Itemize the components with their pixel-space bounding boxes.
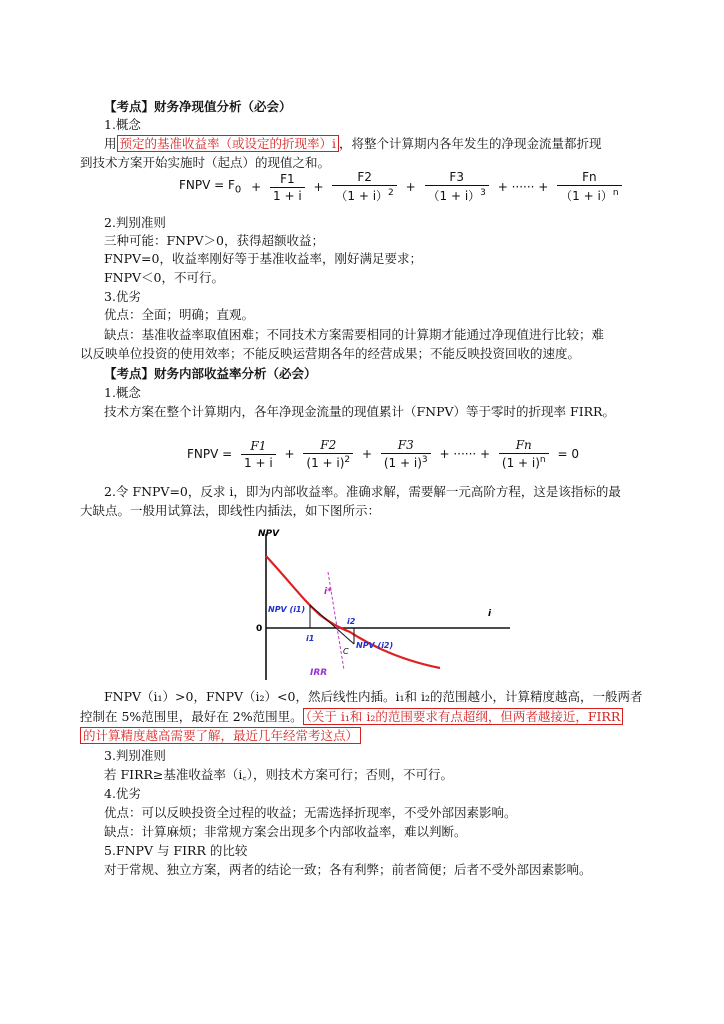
x-axis-label: i [488, 609, 492, 619]
section1-criteria-3: FNPV＜0，不可行。 [104, 270, 225, 285]
formula2-rhs: = 0 [557, 447, 579, 461]
formula2-term-n: $\frac{Fn}{(1 + i)^n}$ [499, 438, 549, 470]
section2-compare: 对于常规、独立方案，两者的结论一致；各有利弊；前者简便；后者不受外部因素影响。 [104, 862, 592, 877]
interp-3-highlight-box: 的计算精度越高需要了解，最近几年经常考这点） [80, 727, 361, 744]
section1-pros-title: 3.优劣 [104, 289, 141, 304]
formula1-term-2: $\frac{F2}{(1 + i)^2}$ [332, 170, 396, 204]
npv-i2-label: NPV (i2) [356, 641, 394, 650]
section2-interp-3 [80, 728, 361, 744]
section2-cons: 缺点：计算麻烦；非常规方案会出现多个内部收益率，难以判断。 [104, 824, 467, 839]
formula1-term-n: $\frac{Fn}{(1 + i)^n}$ [557, 170, 621, 204]
formula2-term-2: $\frac{F2}{(1 + i)^2}$ [303, 438, 353, 470]
section2-criteria: 若 FIRR≥基准收益率（i꜀），则技术方案可行；否则，不可行。 [104, 767, 453, 782]
irr-interpolation-chart [240, 520, 520, 685]
y-axis-label: NPV [258, 529, 280, 539]
section2-concept: 技术方案在整个计算期内，各年净现金流量的现值累计（FNPV）等于零时的折现率 FIRR。 [104, 404, 615, 419]
section2-pros-title: 4.优劣 [104, 786, 141, 801]
npv-i1-label: NPV (i1) [268, 605, 306, 614]
section2-interp-1: FNPV（i₁）>0，FNPV（i₂）<0，然后线性内插。i₁和 i₂的范围越小，计算精度越高，一般两者 [104, 689, 643, 704]
section2-solve-1: 2.令 FNPV=0，反求 i，即为内部收益率。准确求解，需要解一元高阶方程，这是该指标的最 [104, 484, 621, 499]
origin-label: 0 [256, 624, 263, 634]
section1-criteria-2: FNPV=0，收益率刚好等于基准收益率，刚好满足要求； [104, 251, 422, 266]
section1-cons-2: 以反映单位投资的使用效率；不能反映运营期各年的经营成果；不能反映投资回收的速度。 [80, 346, 581, 361]
section1-criteria-1: 三种可能：FNPV＞0，获得超额收益； [104, 233, 325, 248]
interp-2-pre: 控制在 5%范围里，最好在 2%范围里。 [80, 709, 303, 724]
firr-formula: FNPV = $\frac{F1}{1 + i}$ + $\frac{F2}{(1 + i)^2}$ + $\frac{F3}{(1 + i)^3}$ + ······ + $\frac{Fn}{(1 + i)^n}$ = 0 [187, 438, 579, 470]
formula2-term-3: $\frac{F3}{(1 + i)^3}$ [381, 438, 431, 470]
section2-compare-title: 5.FNPV 与 FIRR 的比较 [104, 843, 248, 858]
interp-2-highlight-box: （关于 i₁和 i₂的范围要求有点超纲，但两者越接近，FIRR [303, 708, 624, 725]
formula1-term-1: $\frac{F1}{1 + i}$ [270, 172, 305, 203]
formula2-dots: + ······ + [439, 447, 491, 461]
section2-interp-2 [80, 709, 623, 725]
i2-label: i2 [347, 617, 356, 626]
section1-heading: 【考点】财务净现值分析（必会） [104, 99, 292, 114]
formula2-term-1: $\frac{F1}{1 + i}$ [241, 439, 276, 470]
point-c-label: C [343, 647, 349, 656]
section1-concept-line2: 到技术方案开始实施时（起点）的现值之和。 [80, 155, 331, 170]
section2-concept-title: 1.概念 [104, 385, 141, 400]
section1-criteria-title: 2.判别准则 [104, 215, 166, 230]
section2-criteria-title: 3.判别准则 [104, 748, 166, 763]
concept-pre: 用 [104, 136, 117, 151]
section1-cons-1: 缺点：基准收益率取值困难；不同技术方案需要相同的计算期才能通过净现值进行比较；难 [104, 327, 605, 342]
concept-post: ，将整个计算期内各年发生的净现金流量都折现 [339, 136, 602, 151]
fnpv-formula: FNPV = $F_0$ + $\frac{F1}{1 + i}$ + $\frac{F2}{(1 + i)^2}$ + $\frac{F3}{(1 + i)^3}$ + ······ + $\frac{Fn}{(1 + i)^n}$ [176, 170, 624, 204]
irr-label: IRR [310, 668, 328, 678]
formula1-term-3: $\frac{F3}{(1 + i)^3}$ [425, 170, 489, 204]
formula1-lhs: FNPV = F [179, 178, 235, 193]
section2-heading: 【考点】财务内部收益率分析（必会） [104, 366, 317, 381]
section1-concept-line1 [104, 136, 602, 152]
section1-pros: 优点：全面；明确；直观。 [104, 307, 255, 322]
i1-label: i1 [306, 634, 315, 643]
formula1-lhs-sub: 0 [234, 184, 242, 196]
concept-highlight-box: 预定的基准收益率（或设定的折现率）i [117, 135, 340, 152]
i-star-label: i* [324, 587, 332, 597]
formula1-dots: + ······ + [497, 180, 549, 194]
section2-solve-2: 大缺点。一般用试算法，即线性内插法，如下图所示： [80, 503, 381, 518]
formula2-lhs: FNPV = [187, 447, 233, 461]
section1-concept-title: 1.概念 [104, 117, 141, 132]
section2-pros: 优点：可以反映投资全过程的收益；无需选择折现率，不受外部因素影响。 [104, 805, 517, 820]
